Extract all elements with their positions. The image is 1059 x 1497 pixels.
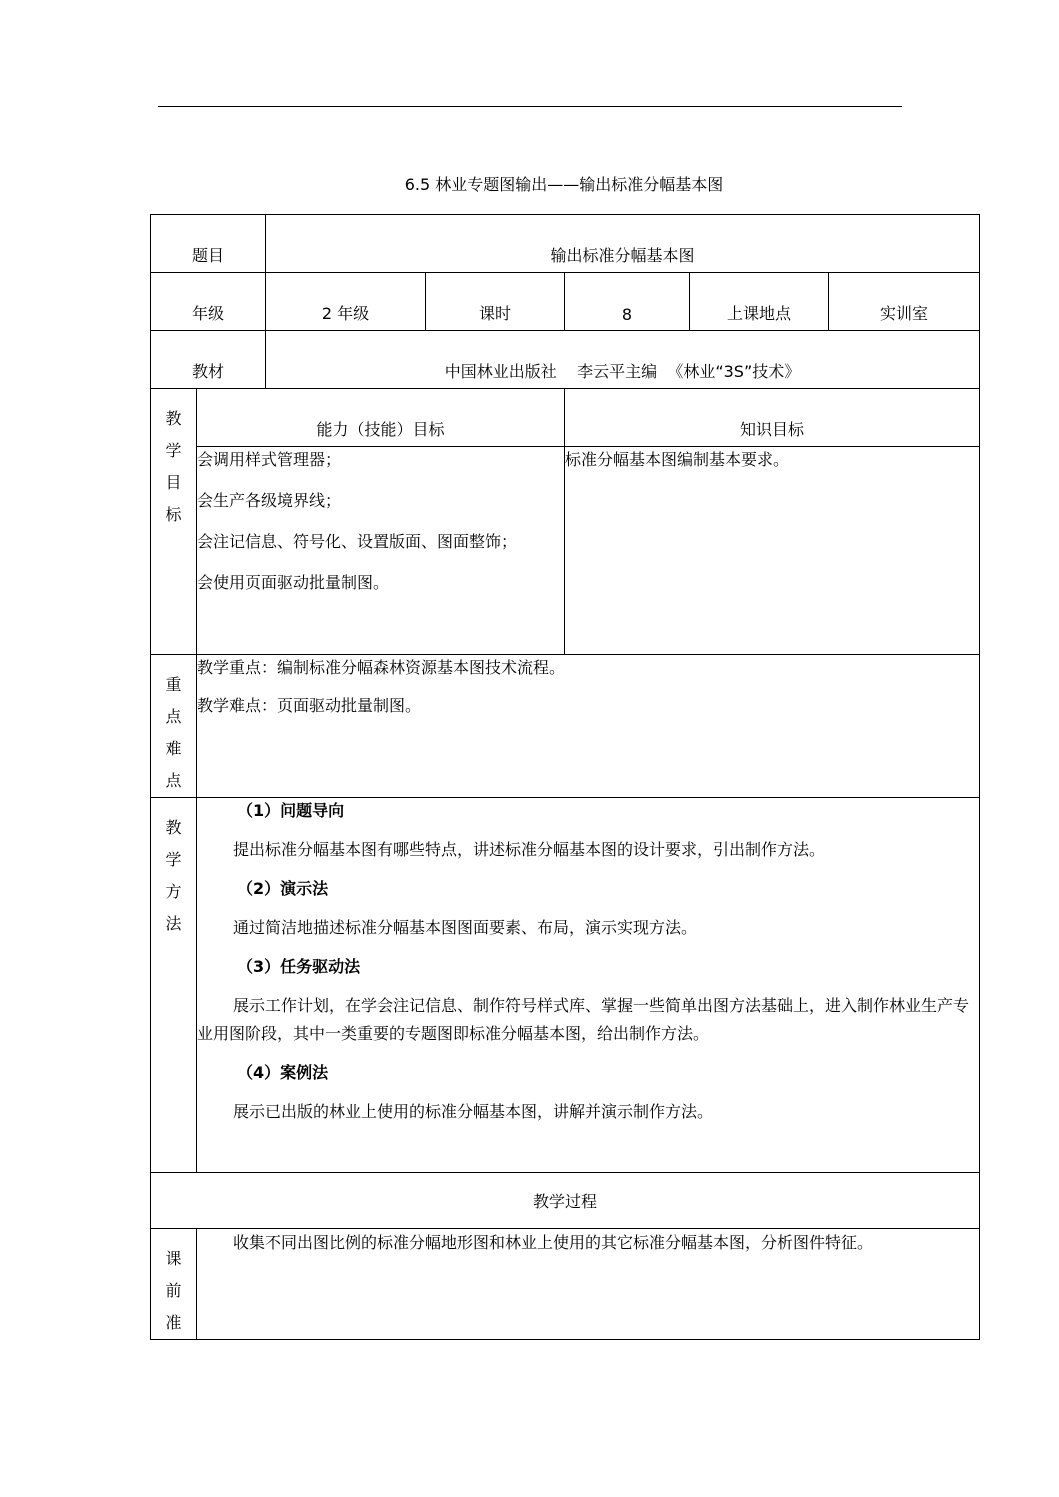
pre-label-char: 准 xyxy=(165,1313,182,1332)
grade-value: 2 年级 xyxy=(266,273,426,331)
goals-label xyxy=(151,389,197,655)
topic-value: 输出标准分幅基本图 xyxy=(266,215,980,273)
knowledge-goal-item: 标准分幅基本图编制基本要求。 xyxy=(565,450,790,469)
key-label-char: 难 xyxy=(165,739,182,758)
pre-label-char: 前 xyxy=(165,1281,182,1300)
pre-label-char: 课 xyxy=(165,1249,182,1268)
method-heading: （2）演示法 xyxy=(237,879,329,898)
methods-row xyxy=(151,798,980,1173)
methods-label xyxy=(151,798,197,1173)
textbook-row xyxy=(151,331,980,389)
goals-label-char: 目 xyxy=(165,473,182,492)
place-value: 实训室 xyxy=(829,273,980,331)
list-item: 会注记信息、符号化、设置版面、图面整饰； xyxy=(197,532,518,551)
list-item: 会使用页面驱动批量制图。 xyxy=(197,573,390,592)
key-points-label xyxy=(151,655,197,798)
methods-label-char: 教 xyxy=(165,818,182,837)
methods-label-char: 法 xyxy=(165,914,182,933)
goals-label-char: 标 xyxy=(165,505,182,524)
key-label-char: 重 xyxy=(165,675,182,694)
process-header-row xyxy=(151,1173,980,1229)
list-item: 会生产各级境界线； xyxy=(197,491,342,510)
difficult-point-item: 教学难点：页面驱动批量制图。 xyxy=(197,696,422,715)
lesson-plan-table xyxy=(150,214,980,1340)
key-points-row xyxy=(151,655,980,798)
method-text: 展示已出版的林业上使用的标准分幅基本图，讲解并演示制作方法。 xyxy=(233,1102,714,1121)
topic-row xyxy=(151,215,980,273)
page-title: 6.5 林业专题图输出——输出标准分幅基本图 xyxy=(404,175,724,194)
textbook-label: 教材 xyxy=(151,331,266,389)
pre-class-label xyxy=(151,1229,197,1340)
goals-header-row xyxy=(151,389,980,447)
hours-label: 课时 xyxy=(426,273,565,331)
info-row xyxy=(151,273,980,331)
topic-label: 题目 xyxy=(151,215,266,273)
method-heading: （4）案例法 xyxy=(237,1063,329,1082)
method-text: 提出标准分幅基本图有哪些特点，讲述标准分幅基本图的设计要求，引出制作方法。 xyxy=(233,840,826,859)
methods-label-char: 学 xyxy=(165,850,182,869)
pre-class-text: 收集不同出图比例的标准分幅地形图和林业上使用的其它标准分幅基本图，分析图件特征。 xyxy=(233,1233,874,1252)
textbook-value: 中国林业出版社 李云平主编 《林业“3S”技术》 xyxy=(266,331,980,389)
method-text: 通过简洁地描述标准分幅基本图图面要素、布局，演示实现方法。 xyxy=(233,918,698,937)
key-label-char: 点 xyxy=(165,771,182,790)
ability-goals-list xyxy=(197,447,565,655)
methods-content xyxy=(197,798,980,1173)
knowledge-goals-text xyxy=(565,447,980,655)
ability-goals-header: 能力（技能）目标 xyxy=(197,389,565,447)
header-rule xyxy=(158,106,902,107)
goals-label-char: 学 xyxy=(165,441,182,460)
method-text: 展示工作计划，在学会注记信息、制作符号样式库、掌握一些简单出图方法基础上，进入制作林业生产专业用图阶段，其中一类重要的专题图即标准分幅基本图，给出制作方法。 xyxy=(197,996,970,1043)
key-point-item: 教学重点：编制标准分幅森林资源基本图技术流程。 xyxy=(197,658,566,677)
method-heading: （1）问题导向 xyxy=(237,801,345,820)
key-label-char: 点 xyxy=(165,707,182,726)
pre-class-content xyxy=(197,1229,980,1340)
grade-label: 年级 xyxy=(151,273,266,331)
knowledge-goals-header: 知识目标 xyxy=(565,389,980,447)
pre-class-row xyxy=(151,1229,980,1340)
methods-label-char: 方 xyxy=(165,882,182,901)
method-heading: （3）任务驱动法 xyxy=(237,957,361,976)
process-header: 教学过程 xyxy=(151,1173,980,1229)
place-label: 上课地点 xyxy=(690,273,829,331)
key-points-content xyxy=(197,655,980,798)
goals-label-char: 教 xyxy=(165,409,182,428)
goals-content-row xyxy=(151,447,980,655)
hours-value: 8 xyxy=(565,273,690,331)
list-item: 会调用样式管理器； xyxy=(197,450,342,469)
